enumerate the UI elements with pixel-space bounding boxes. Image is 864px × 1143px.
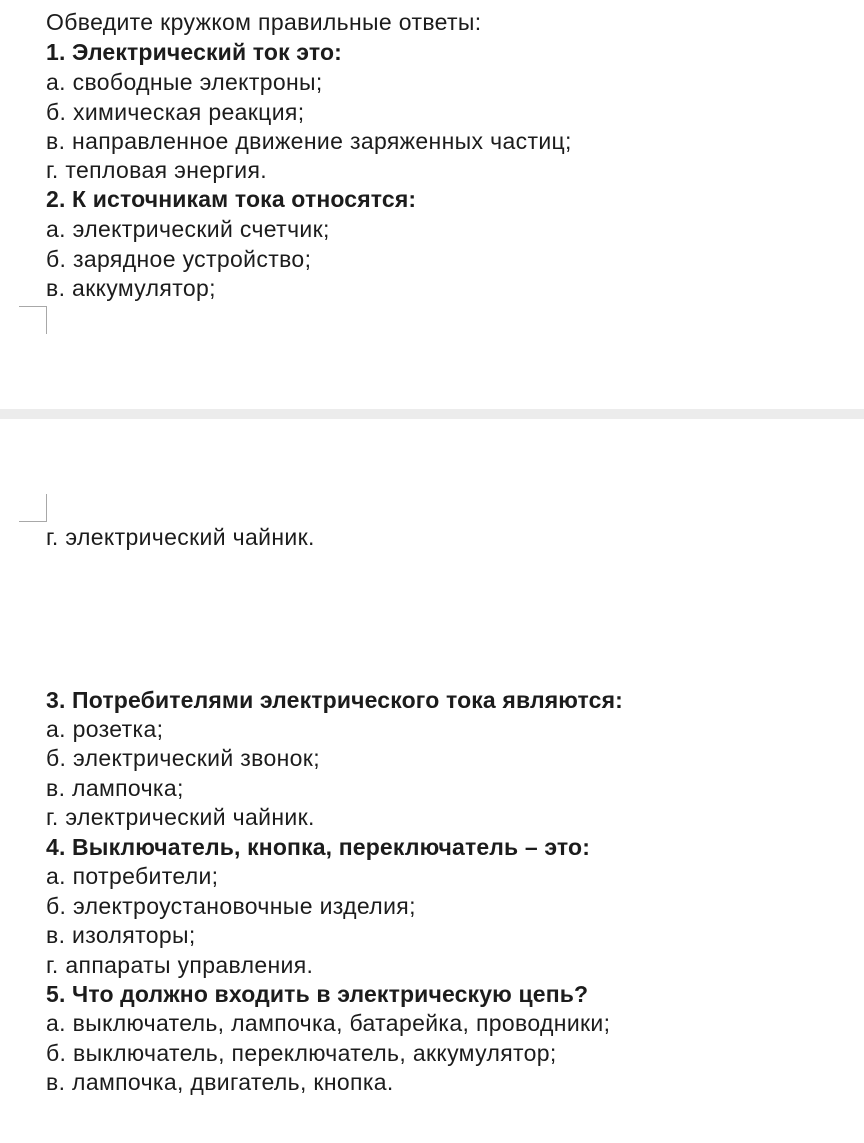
- question-2-option-a: а. электрический счетчик;: [46, 216, 330, 242]
- question-4-option-d: г. аппараты управления.: [46, 952, 314, 978]
- question-5-title: 5. Что должно входить в электрическую цепь?: [46, 981, 589, 1007]
- question-1-option-a: а. свободные электроны;: [46, 69, 323, 95]
- question-1-option-d: г. тепловая энергия.: [46, 157, 268, 183]
- question-2-option-d: г. электрический чайник.: [46, 524, 315, 550]
- question-2-option-b: б. зарядное устройство;: [46, 246, 312, 272]
- question-4-title: 4. Выключатель, кнопка, переключатель – это:: [46, 834, 591, 860]
- question-3-title: 3. Потребителями электрического тока являются:: [46, 687, 623, 713]
- question-5-option-b: б. выключатель, переключатель, аккумулятор;: [46, 1040, 557, 1066]
- question-4-option-c: в. изоляторы;: [46, 922, 196, 948]
- question-2-title: 2. К источникам тока относятся:: [46, 186, 417, 212]
- question-3-option-d: г. электрический чайник.: [46, 804, 315, 830]
- question-3-option-c: в. лампочка;: [46, 775, 184, 801]
- question-4-option-b: б. электроустановочные изделия;: [46, 893, 416, 919]
- question-4-option-a: а. потребители;: [46, 863, 219, 889]
- question-1-title: 1. Электрический ток это:: [46, 39, 342, 65]
- question-1-option-b: б. химическая реакция;: [46, 99, 305, 125]
- page-break-gap: [0, 409, 864, 419]
- question-5-option-a: а. выключатель, лампочка, батарейка, проводники;: [46, 1010, 611, 1036]
- instruction-text: Обведите кружком правильные ответы:: [46, 9, 482, 35]
- question-1-option-c: в. направленное движение заряженных частиц;: [46, 128, 572, 154]
- question-3-option-b: б. электрический звонок;: [46, 745, 320, 771]
- document-page-2: [0, 419, 864, 1143]
- page-margin-corner-mark: [19, 306, 47, 334]
- question-5-option-c: в. лампочка, двигатель, кнопка.: [46, 1069, 394, 1095]
- question-2-option-c: в. аккумулятор;: [46, 275, 216, 301]
- document-page-1: [0, 0, 864, 409]
- question-3-option-a: а. розетка;: [46, 716, 164, 742]
- page-margin-corner-mark: [19, 494, 47, 522]
